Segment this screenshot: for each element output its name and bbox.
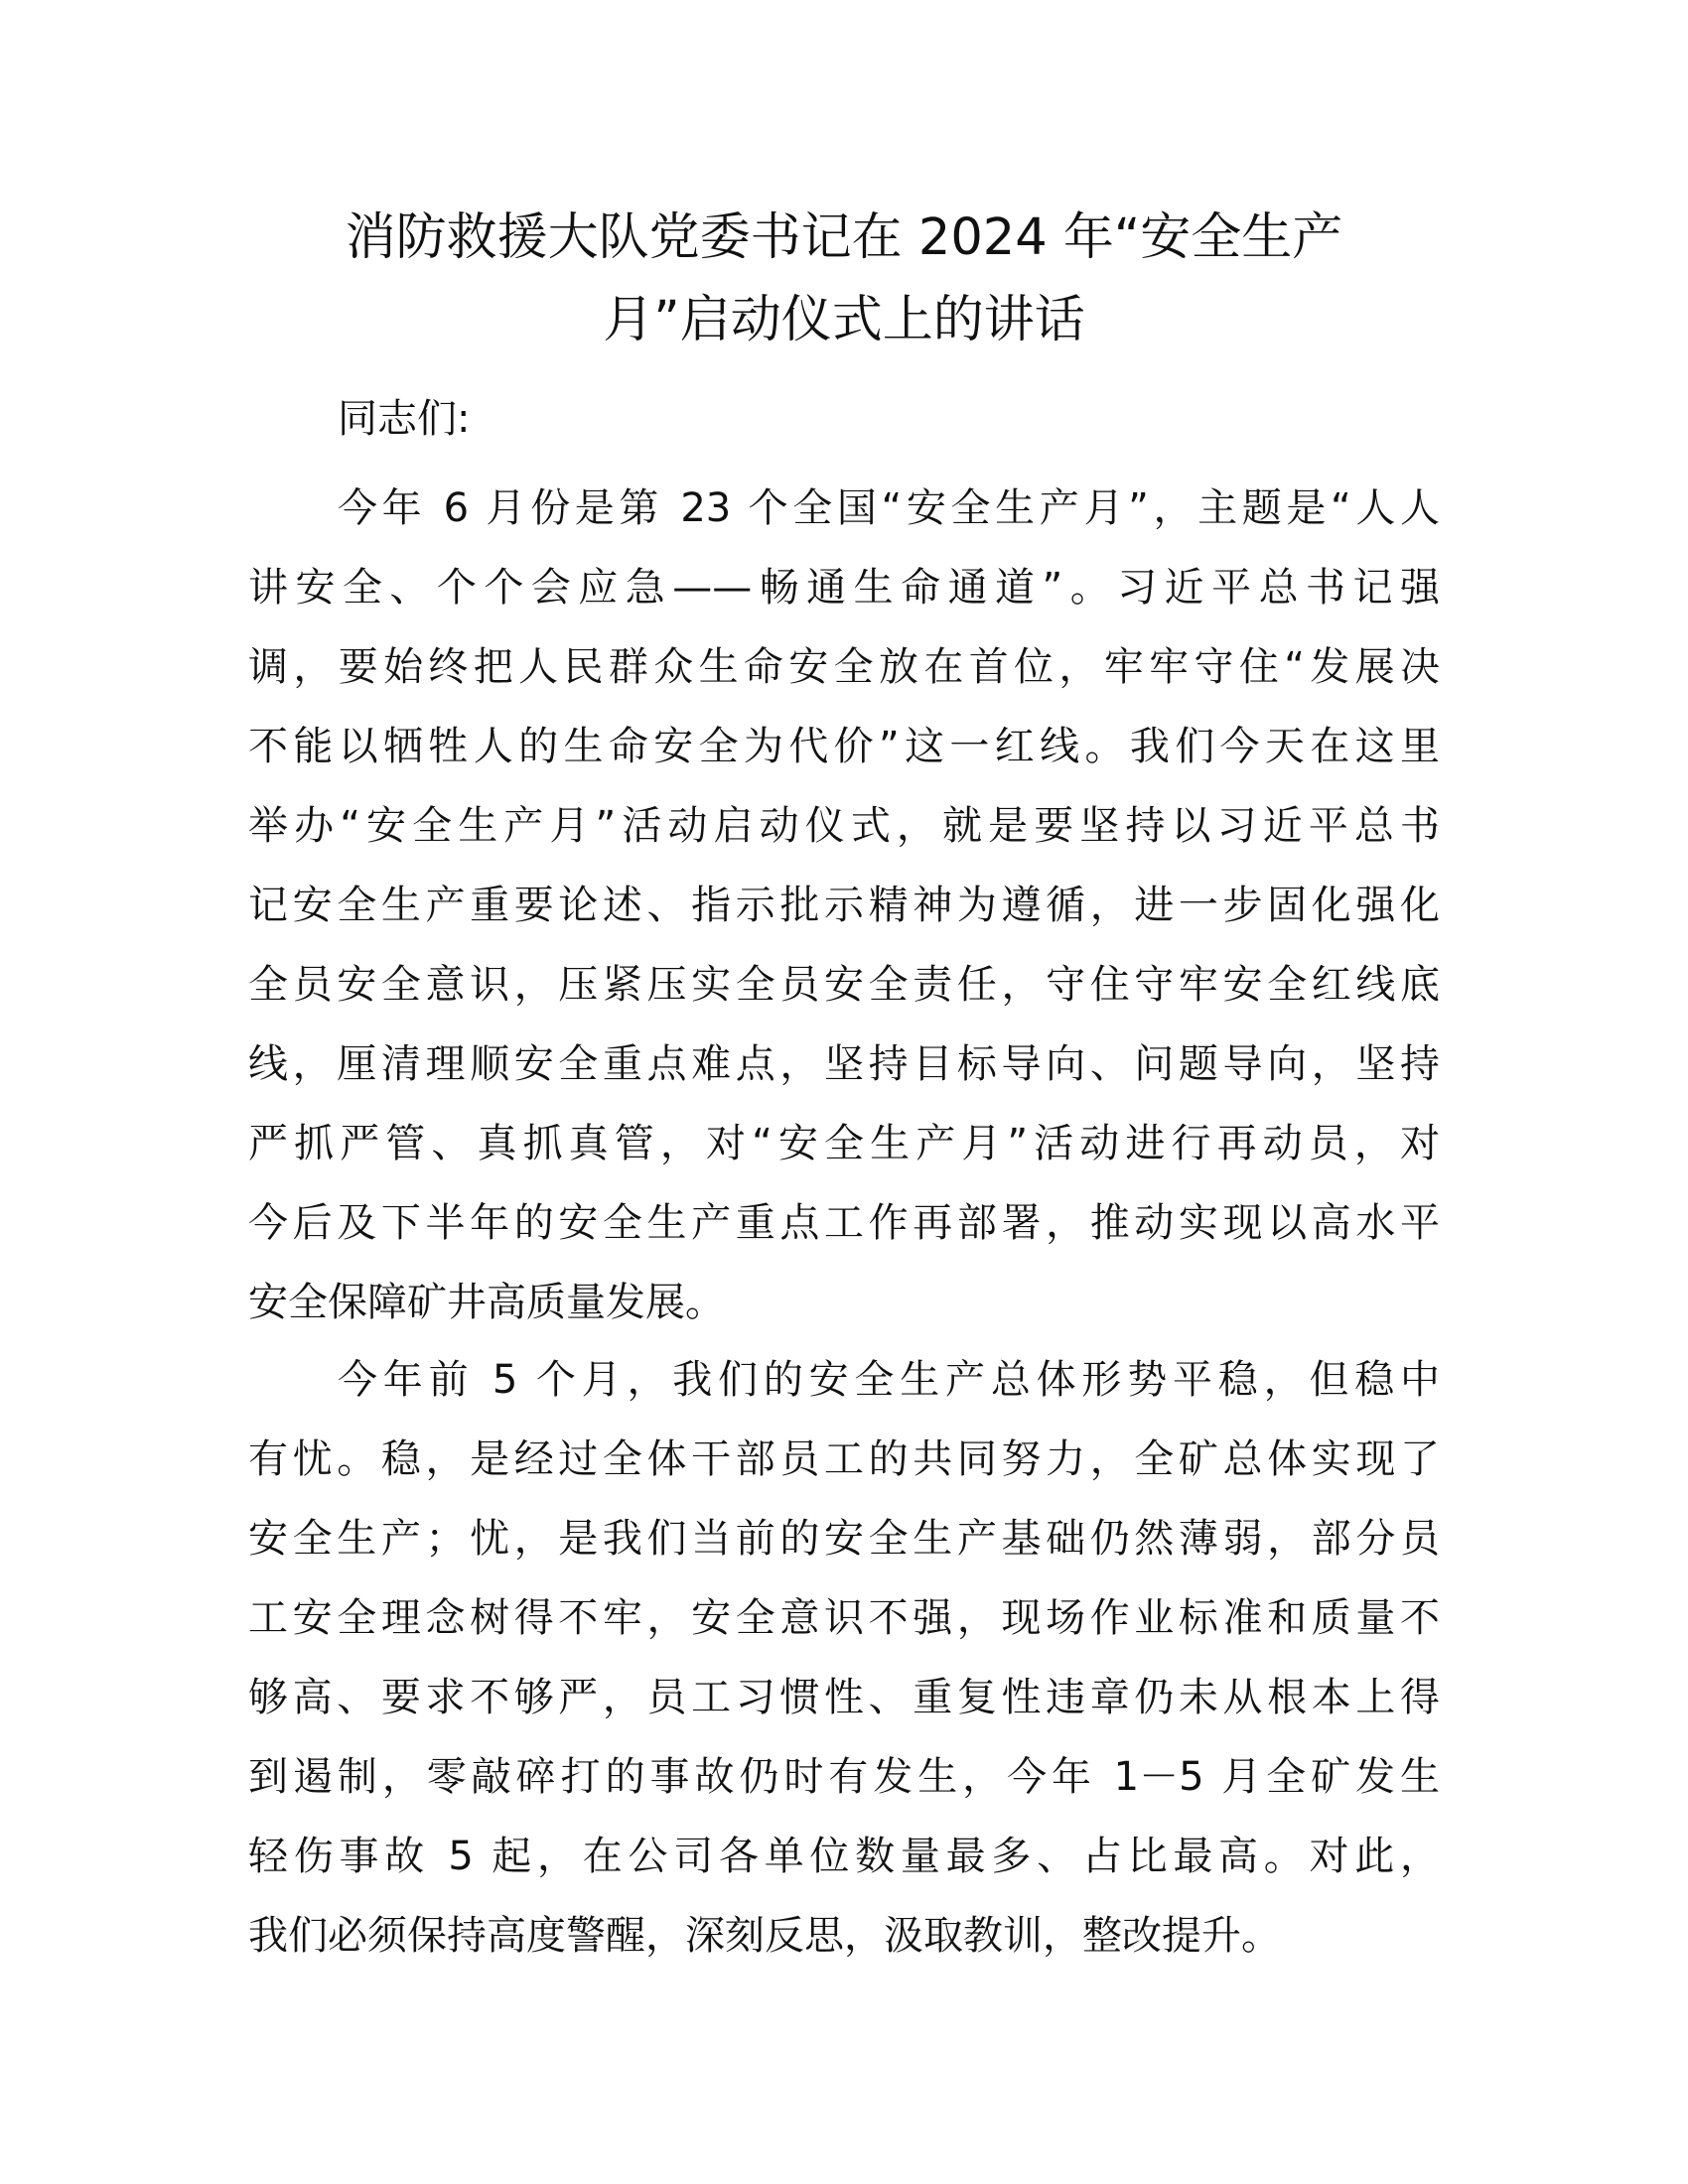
paragraph-line: 有忧。稳，是经过全体干部员工的共同努力，全矿总体实现了 bbox=[248, 1436, 1440, 1482]
paragraph-line: 安全保障矿井高质量发展。 bbox=[248, 1280, 725, 1325]
paragraph-line: 今后及下半年的安全生产重点工作再部署，推动实现以高水平 bbox=[248, 1200, 1440, 1246]
paragraph-line: 记安全生产重要论述、指示批示精神为遵循，进一步固化强化 bbox=[248, 883, 1440, 928]
paragraph-line: 严抓严管、真抓真管，对“安全生产月”活动进行再动员，对 bbox=[248, 1121, 1440, 1166]
paragraph-line: 轻伤事故 5 起，在公司各单位数量最多、占比最高。对此， bbox=[248, 1834, 1440, 1879]
paragraph-line: 举办“安全生产月”活动启动仪式，就是要坚持以习近平总书 bbox=[248, 803, 1440, 849]
paragraph-line: 全员安全意识，压紧压实全员安全责任，守住守牢安全红线底 bbox=[248, 962, 1440, 1008]
paragraph-line: 安全生产；忧，是我们当前的安全生产基础仍然薄弱，部分员 bbox=[248, 1516, 1440, 1562]
title-line: 月”启动仪式上的讲话 bbox=[603, 291, 1085, 349]
paragraph-2 bbox=[248, 1340, 1440, 1976]
paragraph-line: 到遏制，零敲碎打的事故仍时有发生，今年 1－5 月全矿发生 bbox=[248, 1754, 1440, 1800]
paragraph-line: 今年 6 月份是第 23 个全国“安全生产月”，主题是“人人 bbox=[338, 485, 1440, 531]
salutation: 同志们: bbox=[338, 396, 471, 442]
paragraph-line: 今年前 5 个月，我们的安全生产总体形势平稳，但稳中 bbox=[338, 1357, 1440, 1403]
title-line: 消防救援大队党委书记在 2024 年“安全生产 bbox=[345, 208, 1343, 267]
paragraph-line: 线，厘清理顺安全重点难点，坚持目标导向、问题导向，坚持 bbox=[248, 1041, 1440, 1087]
paragraph-line: 工安全理念树得不牢，安全意识不强，现场作业标准和质量不 bbox=[248, 1595, 1440, 1641]
paragraph-line: 讲安全、个个会应急——畅通生命通道”。习近平总书记强 bbox=[248, 565, 1440, 611]
paragraph-line: 我们必须保持高度警醒，深刻反思，汲取教训，整改提升。 bbox=[248, 1913, 1281, 1959]
paragraph-line: 不能以牺牲人的生命安全为代价”这一红线。我们今天在这里 bbox=[248, 724, 1440, 769]
document-title bbox=[248, 197, 1440, 361]
paragraph-line: 够高、要求不够严，员工习惯性、重复性违章仍未从根本上得 bbox=[248, 1675, 1440, 1720]
paragraph-line: 调，要始终把人民群众生命安全放在首位，牢牢守住“发展决 bbox=[248, 644, 1440, 690]
paragraph-1 bbox=[248, 469, 1440, 1342]
